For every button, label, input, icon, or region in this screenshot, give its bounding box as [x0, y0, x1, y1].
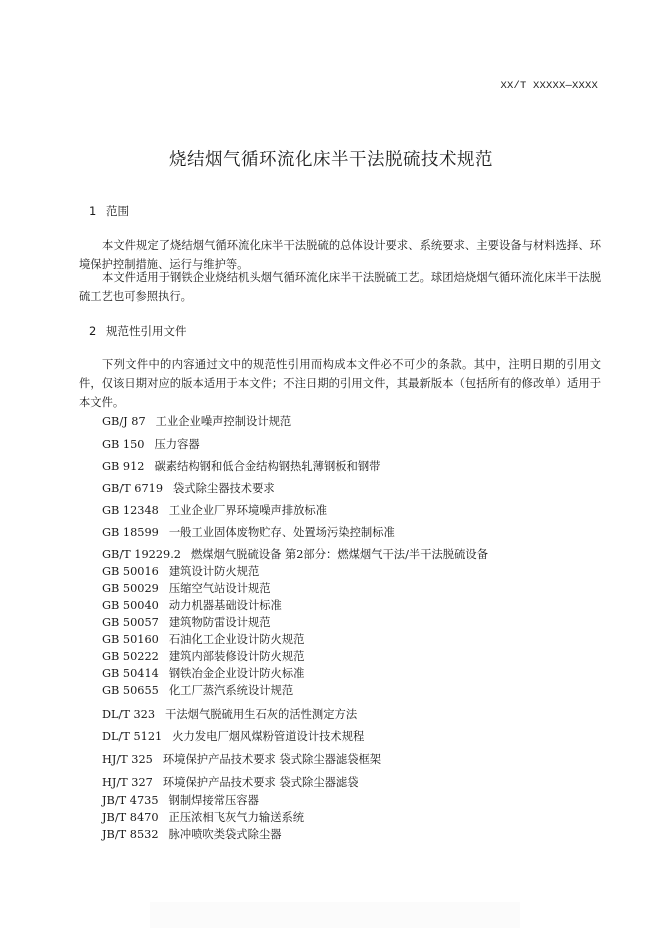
reference-item: [102, 482, 275, 496]
reference-code: GB 50655: [102, 684, 159, 697]
reference-title: 环境保护产品技术要求 袋式除尘器滤袋框架: [162, 753, 382, 766]
reference-title: 工业企业噪声控制设计规范: [155, 415, 292, 428]
references-intro-paragraph: 下列文件中的内容通过文中的规范性引用而构成本文件必不可少的条款。其中，注明日期的引用文件，仅该日期对应的版本适用于本文件；不注日期的引用文件，其最新版本（包括所有的修改单）适用于本文件。: [79, 358, 601, 409]
reference-item: [102, 599, 282, 613]
reference-code: GB 50040: [102, 599, 159, 612]
reference-item: [102, 460, 380, 474]
section-heading-scope: [89, 203, 129, 219]
reference-title: 工业企业厂界环境噪声排放标准: [168, 504, 328, 517]
reference-title: 压缩空气站设计规范: [168, 582, 271, 595]
reference-item: [102, 650, 304, 664]
reference-code: JB/T 8532: [102, 828, 159, 841]
reference-title: 碳素结构钢和低合金结构钢热轧薄钢板和钢带: [154, 460, 381, 473]
reference-code: GB 18599: [102, 526, 159, 539]
reference-title: 化工厂蒸汽系统设计规范: [168, 684, 294, 697]
reference-title: 燃煤烟气脱硫设备 第2部分：燃煤烟气干法/半干法脱硫设备: [190, 548, 488, 561]
reference-item: [102, 828, 282, 842]
reference-title: 火力发电厂烟风煤粉管道设计技术规程: [172, 730, 365, 743]
reference-item: [102, 753, 381, 767]
reference-item: [102, 811, 304, 825]
reference-title: 环境保护产品技术要求 袋式除尘器滤袋: [162, 776, 359, 789]
reference-code: GB 50160: [102, 633, 159, 646]
reference-item: [102, 526, 395, 540]
document-code: XX/T XXXXX—XXXX: [500, 80, 598, 92]
reference-code: GB 50057: [102, 616, 159, 629]
section-number: 1: [89, 204, 97, 218]
section-title: 范围: [106, 204, 129, 218]
reference-item: [102, 776, 359, 790]
reference-code: HJ/T 327: [102, 776, 153, 789]
reference-title: 干法烟气脱硫用生石灰的活性测定方法: [165, 708, 358, 721]
reference-item: [102, 504, 327, 518]
reference-title: 压力容器: [154, 438, 200, 451]
reference-code: GB/T 6719: [102, 482, 164, 495]
reference-title: 建筑物防雷设计规范: [168, 616, 271, 629]
reference-title: 建筑内部装修设计防火规范: [168, 650, 305, 663]
reference-code: GB 912: [102, 460, 145, 473]
reference-code: JB/T 4735: [102, 794, 159, 807]
reference-item: [102, 708, 357, 722]
reference-item: [102, 582, 271, 596]
reference-code: GB 50414: [102, 667, 159, 680]
section-number: 2: [89, 324, 97, 338]
section-heading-normative-references: [89, 323, 187, 339]
reference-item: [102, 616, 271, 630]
reference-code: GB/J 87: [102, 415, 146, 428]
reference-title: 动力机器基础设计标准: [168, 599, 282, 612]
reference-code: HJ/T 325: [102, 753, 153, 766]
reference-item: [102, 438, 200, 452]
reference-code: GB/T 19229.2: [102, 548, 181, 561]
reference-item: [102, 565, 259, 579]
reference-item: [102, 730, 364, 744]
reference-title: 石油化工企业设计防火规范: [168, 633, 305, 646]
reference-title: 袋式除尘器技术要求: [173, 482, 275, 495]
reference-code: GB 150: [102, 438, 145, 451]
reference-code: DL/T 323: [102, 708, 156, 721]
reference-title: 正压浓相飞灰气力输送系统: [168, 811, 305, 824]
document-title: 烧结烟气循环流化床半干法脱硫技术规范: [169, 150, 493, 170]
scope-paragraph-1: 本文件规定了烧结烟气循环流化床半干法脱硫的总体设计要求、系统要求、主要设备与材料选择、环境保护控制措施、运行与维护等。: [79, 239, 601, 271]
reference-code: GB 50029: [102, 582, 159, 595]
reference-code: GB 50016: [102, 565, 159, 578]
reference-item: [102, 548, 488, 562]
reference-code: GB 12348: [102, 504, 159, 517]
reference-title: 一般工业固体废物贮存、处置场污染控制标准: [168, 526, 395, 539]
faint-watermark: [150, 902, 520, 928]
reference-title: 建筑设计防火规范: [168, 565, 260, 578]
reference-item: [102, 633, 304, 647]
reference-item: [102, 684, 293, 698]
reference-item: [102, 667, 304, 681]
reference-title: 钢铁冶金企业设计防火标准: [168, 667, 305, 680]
reference-item: [102, 794, 259, 808]
reference-title: 钢制焊接常压容器: [168, 794, 259, 807]
reference-title: 脉冲喷吹类袋式除尘器: [168, 828, 282, 841]
reference-item: [102, 415, 291, 429]
section-title: 规范性引用文件: [106, 324, 187, 338]
reference-code: GB 50222: [102, 650, 159, 663]
reference-code: JB/T 8470: [102, 811, 159, 824]
scope-paragraph-2: 本文件适用于钢铁企业烧结机头烟气循环流化床半干法脱硫工艺。球团焙烧烟气循环流化床半干法脱硫工艺也可参照执行。: [79, 271, 601, 303]
reference-code: DL/T 5121: [102, 730, 163, 743]
